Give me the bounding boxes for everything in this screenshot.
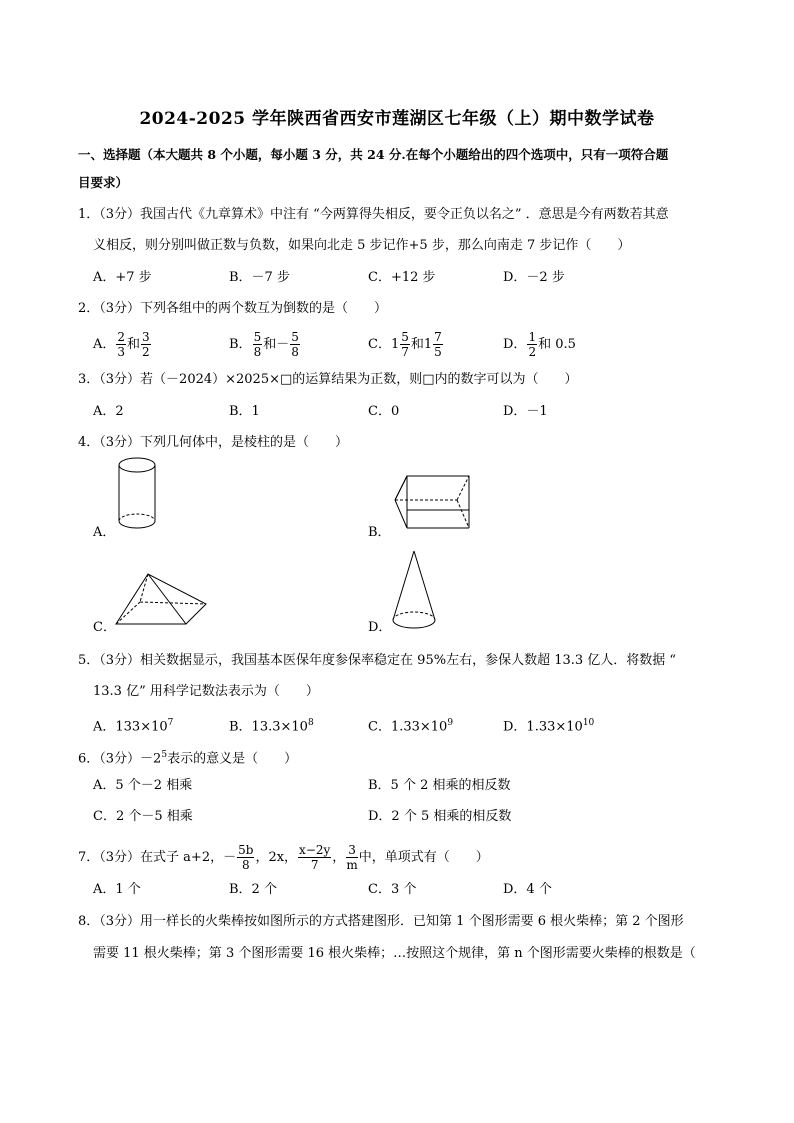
option-label: A． [93, 337, 116, 352]
whole-part: 1 [390, 337, 400, 352]
q1-option-a: A．+7 步 [93, 270, 152, 285]
q7-option-b: B．2 个 [229, 882, 277, 897]
denominator: 5 [434, 345, 442, 359]
option-label: C． [368, 337, 391, 352]
option-text: C．1.33×10 [368, 719, 448, 735]
q5-stem-line2: 13.3 亿” 用科学记数法表示为（ ） [93, 684, 319, 699]
denominator: 7 [310, 858, 319, 872]
numerator: x−2y [299, 843, 331, 857]
option-text: A．133×10 [93, 719, 168, 735]
q8-stem-line1: 8．（3分）用一样长的火柴棒按如图所示的方式搭建图形．已知第 1 个图形需要 6 根火柴棒；第 2 个图形 [78, 914, 684, 929]
q1-option-d: D．－2 步 [503, 270, 565, 285]
q2-stem: 2．（3分）下列各组中的两个数互为倒数的是（ ） [78, 301, 388, 316]
q6-option-b: B．5 个 2 相乘的相反数 [368, 778, 511, 793]
negative-sign: － [223, 850, 237, 865]
option-text: D．1.33×10 [503, 719, 583, 735]
whole-part: 1 [423, 337, 433, 352]
section-heading-line1: 一、选择题（本大题共 8 个小题，每小题 3 分，共 24 分.在每个小题给出的四个选项中，只有一项符合题 [78, 147, 669, 162]
option-text: B．13.3×10 [229, 719, 308, 735]
q7-stem [78, 843, 726, 872]
fraction [527, 330, 537, 359]
q3-stem: 3．（3分）若（－2024）×2025×□的运算结果为正数，则□内的数字可以为（ ） [78, 372, 578, 387]
q6-option-a: A．5 个－2 相乘 [93, 778, 193, 793]
denominator: 2 [528, 345, 537, 359]
q3-option-a: A．2 [93, 404, 124, 419]
q1-option-b: B．－7 步 [229, 270, 290, 285]
denominator: 7 [401, 345, 409, 359]
fraction [141, 330, 151, 359]
q4-option-a-label: A． [93, 525, 116, 540]
fraction [400, 330, 410, 359]
denominator: 3 [117, 345, 126, 359]
q7-tail: 中，单项式有（ ） [358, 850, 489, 865]
exponent: 8 [307, 718, 314, 728]
and-text: 和 [263, 337, 277, 352]
q6-exponent: 5 [161, 750, 168, 760]
denominator: 2 [142, 345, 150, 359]
q3-option-c: C．0 [368, 404, 400, 419]
page-title: 2024-2025 学年陕西省西安市莲湖区七年级（上）期中数学试卷 [139, 109, 655, 129]
numerator: 2 [117, 330, 126, 344]
negative-sign: － [276, 337, 290, 352]
q6-stem [78, 745, 726, 769]
q5-stem-line1: 5．（3分）相关数据显示，我国基本医保年度参保率稳定在 95%左右，参保人数超 13.3 亿人．将数据 “ [78, 653, 677, 668]
q7-option-d: D．4 个 [503, 882, 552, 897]
q3-option-b: B．1 [229, 404, 260, 419]
q2-option-a [93, 330, 152, 359]
q6-stem-end: 表示的意义是（ ） [167, 751, 298, 767]
cylinder-figure [112, 455, 162, 535]
and-text: 和 [127, 337, 141, 352]
and-text: 和 [410, 337, 424, 352]
q4-option-c-label: C． [93, 620, 116, 635]
denominator: m [346, 858, 358, 872]
numerator: 7 [434, 330, 442, 344]
numerator: 5 [291, 330, 299, 344]
q1-stem-line1: 1．（3分）我国古代《九章算术》中注有 “今两算得失相反，要令正负以名之” ．意思是今有两数若其意 [78, 207, 669, 222]
q7-option-a: A．1 个 [93, 882, 141, 897]
prism-figure [389, 470, 474, 535]
q7-mid2: ， [332, 850, 346, 865]
q5-option-d [503, 713, 594, 737]
q2-option-c [368, 330, 444, 359]
q5-option-a [93, 713, 173, 737]
tail-text: 和 0.5 [538, 337, 576, 352]
numerator: 5 [253, 330, 262, 344]
q2-option-d [503, 330, 576, 359]
exponent: 9 [447, 718, 454, 728]
fraction [433, 330, 443, 359]
q7-option-c: C．3 个 [368, 882, 417, 897]
fraction [290, 330, 300, 359]
cone-figure [389, 548, 439, 634]
q6-stem-start: 6．（3分）－2 [78, 751, 162, 767]
q3-option-d: D．－1 [503, 404, 548, 419]
option-label: B． [229, 337, 252, 352]
q5-option-b [229, 713, 314, 737]
q2-option-b [229, 330, 301, 359]
q4-option-d-label: D． [368, 620, 392, 635]
numerator: 1 [528, 330, 537, 344]
exponent: 10 [582, 718, 595, 728]
numerator: 5b [238, 843, 254, 857]
q4-option-b-label: B． [368, 525, 391, 540]
q1-option-c: C．+12 步 [368, 270, 436, 285]
section-heading-line2: 目要求） [78, 175, 129, 190]
q6-option-d: D．2 个 5 相乘的相反数 [368, 809, 512, 824]
denominator: 8 [253, 345, 262, 359]
fraction [253, 330, 263, 359]
fraction [346, 843, 357, 872]
q8-stem-line2: 需要 11 根火柴棒；第 3 个图形需要 16 根火柴棒；…按照这个规律，第 n 个图形需要火柴棒的根数是（ [93, 946, 696, 961]
denominator: 8 [291, 345, 299, 359]
fraction [298, 843, 331, 872]
exponent: 7 [167, 718, 174, 728]
pyramid-figure [110, 570, 212, 634]
numerator: 3 [348, 843, 356, 857]
numerator: 3 [142, 330, 150, 344]
fraction [237, 843, 254, 872]
q4-stem: 4．（3分）下列几何体中，是棱柱的是（ ） [78, 435, 349, 450]
denominator: 8 [241, 858, 250, 872]
option-label: D． [503, 337, 527, 352]
q5-option-c [368, 713, 453, 737]
q7-lead: 7．（3分）在式子 a+2， [78, 850, 224, 865]
numerator: 5 [401, 330, 409, 344]
fraction [116, 330, 126, 359]
q1-stem-line2: 义相反，则分别叫做正数与负数，如果向北走 5 步记作+5 步，那么向南走 7 步记作（ ） [93, 238, 631, 253]
q6-option-c: C．2 个－5 相乘 [93, 809, 193, 824]
q7-mid1: ，2x， [255, 850, 298, 865]
